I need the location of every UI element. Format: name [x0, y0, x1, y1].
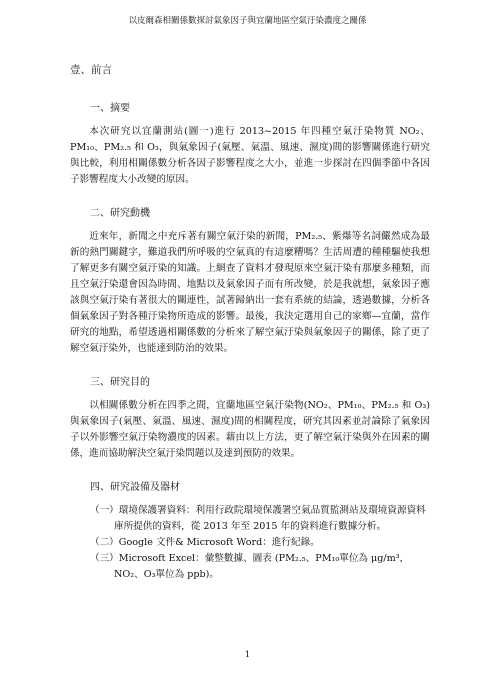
equipment-item-excel: （三）Microsoft Excel：彙整數據、圖表 (PM₂.₅、PM₁₀單位為 μg/m³，NO₂、O₃單位為 ppb)。 — [90, 553, 410, 580]
page-number: 1 — [244, 650, 251, 660]
equipment-item-epa: （一）環境保護署資料：利用行政院環境保護署空氣品質監測站及環境資源資料庫所提供的資料，從 2013 年至 2015 年的資料進行數據分析。 — [90, 505, 426, 532]
page-body — [70, 62, 430, 583]
paragraph-purpose: 以相關係數分析在四季之間，宜蘭地區空氣汙染物(NO₂、PM₁₀、PM₂.₅ 和 O₃)與氣象因子(氣壓、氣溫、風速、濕度)間的相關程度，研究其因素並討論除了氣象因子以外影響空氣汙染物濃度的因素。藉由以上方法，更了解空氣汙染與外在因素的關係，進而協助解決空氣汙染問題以及達到預防的效果。 — [70, 400, 430, 459]
equipment-list — [90, 503, 430, 583]
paragraph-motivation: 近來年，新聞之中充斥著有關空氣汙染的新聞，PM₂.₅、紫爆等名詞儼然成為最新的熱門關鍵字，難道我們所呼吸的空氣真的有這麼糟嗎？生活周遭的種種驅使我想了解更多有關空氣汙染的知識。上網查了資料才發現原來空氣汙染有那麼多種類，而且空氣汙染還會因為時間、地點以及氣象因子而有所改變，於是我就想，氣象因子應該與空氣汙染有著很大的關連性，試著歸納出一套有系統的結論，透過數據，分析各個氣象因子對各種汙染物所造成的影響。最後，我決定選用自己的家鄉—宜蘭，當作研究的地點，希望透過相關係數的分析來了解空氣汙染與氣象因子的關係，除了更了解空氣汙染外，也能達到防治的效果。 — [70, 231, 430, 354]
section-heading-abstract: 一、摘要 — [90, 103, 130, 114]
running-header: 以皮爾森相關係數探討氣象因子與宜蘭地區空氣汙染濃度之關係 — [128, 16, 367, 26]
paragraph-abstract: 本次研究以宜蘭測站(圖一)進行 2013~2015 年四種空氣汙染物質 NO₂、PM₁₀、PM₂.₅ 和 O₃，與氣象因子(氣壓、氣溫、風速、濕度)間的影響關係進行研究與比較，利用相關係數分析各因子影響程度之大小，並進一步探討在四個季節中各因子影響程度大小改變的原因。 — [70, 126, 430, 185]
chapter-title: 壹、前言 — [70, 64, 112, 76]
section-heading-equipment: 四、研究設備及器材 — [90, 482, 180, 493]
section-heading-motivation: 二、研究動機 — [90, 208, 150, 219]
section-heading-purpose: 三、研究目的 — [90, 377, 150, 388]
equipment-item-google-word: （二）Google 文件& Microsoft Word：進行紀錄。 — [90, 537, 320, 548]
